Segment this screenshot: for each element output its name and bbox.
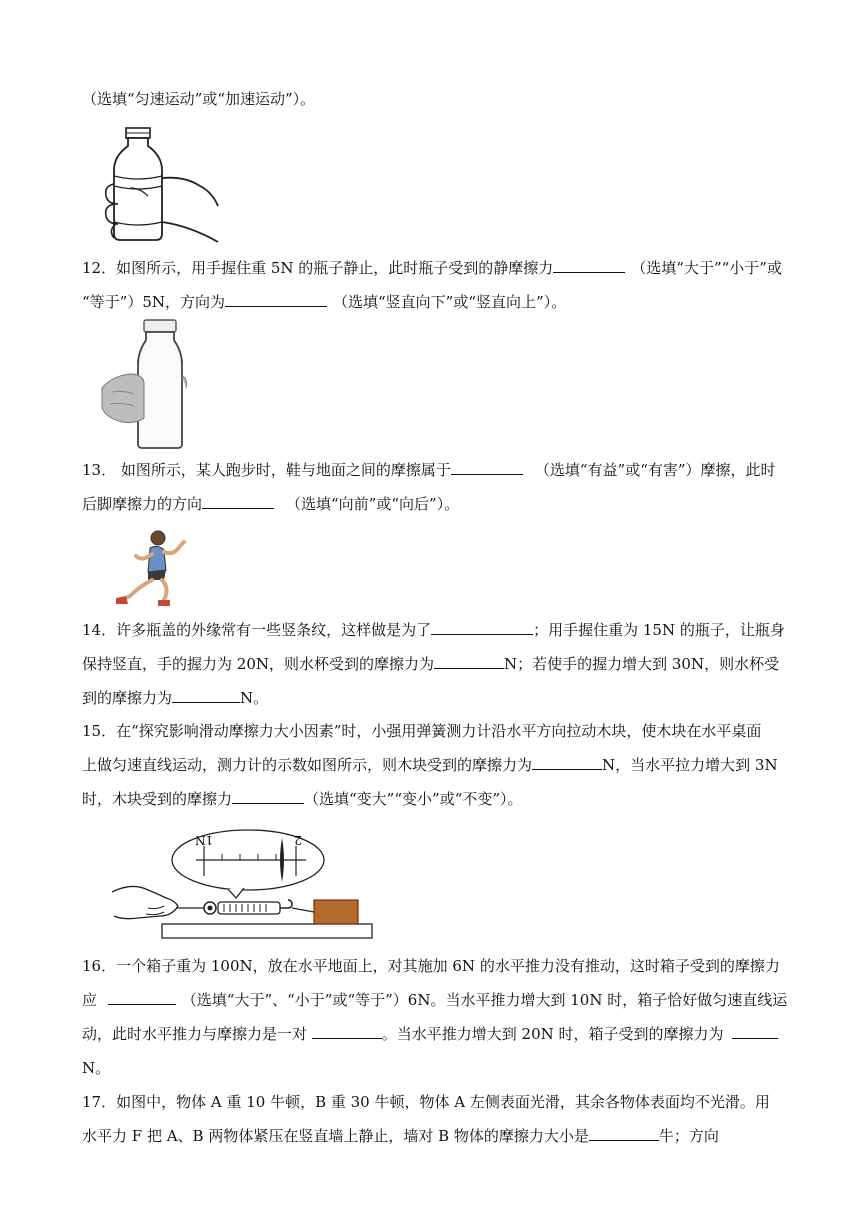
answer-blank-q15-1[interactable] (532, 755, 602, 770)
q14-line-1 (82, 620, 785, 640)
bottle-in-hand-figure (100, 126, 225, 244)
q15-text-2a: 上做匀速直线运动，测力计的示数如图所示，则木块受到的摩擦力为 (82, 756, 533, 774)
answer-blank-q13-2[interactable] (202, 494, 274, 509)
q13-line-2 (82, 494, 459, 514)
q14-text-1a: 14．许多瓶盖的外缘常有一些竖条纹，这样做是为了 (82, 621, 432, 639)
q13-line-1 (82, 460, 776, 480)
answer-blank-q13-1[interactable] (451, 460, 523, 475)
q12-text-1a: 12．如图所示，用手握住重 5N 的瓶子静止，此时瓶子受到的静摩擦力 (82, 259, 554, 277)
q16-line-4: N。 (82, 1059, 111, 1077)
q12-text-2b: （选填“竖直向下”或“竖直向上”）。 (333, 293, 567, 311)
q14-line-2 (82, 654, 779, 674)
q14-text-2a: 保持竖直，手的握力为 20N，则水杯受到的摩擦力为 (82, 655, 434, 673)
q17-line-2 (82, 1126, 719, 1146)
q15-text-3a: 时，木块受到的摩擦力 (82, 790, 233, 808)
q13-text-1a: 13． 如图所示，某人跑步时，鞋与地面之间的摩擦属于 (82, 461, 451, 479)
q17-text-2b: 牛；方向 (658, 1127, 719, 1145)
scale-label-right: 2 (294, 833, 302, 847)
q15-line-2 (82, 755, 778, 775)
q15-line-3 (82, 789, 523, 809)
answer-blank-q15-2[interactable] (232, 789, 304, 804)
answer-blank-q16-3[interactable] (732, 1024, 778, 1039)
q14-text-3b: N。 (240, 689, 269, 707)
q16-line-3 (82, 1024, 778, 1044)
q12-text-2a: “等于”）5N，方向为 (82, 293, 226, 311)
q14-text-3a: 到的摩擦力为 (82, 689, 173, 707)
q13-text-1b: （选填“有益”或“有害”）摩擦，此时 (534, 461, 776, 479)
q16-line-1: 16．一个箱子重为 100N，放在水平地面上，对其施加 6N 的水平推力没有推动，这时箱子受到的摩擦力 (82, 957, 780, 975)
answer-blank-q14-1[interactable] (431, 620, 533, 635)
q13-text-2a: 后脚摩擦力的方向 (82, 495, 203, 513)
q17-line-1: 17．如图中，物体 A 重 10 牛顿，B 重 30 牛顿，物体 A 左侧表面光滑，其余各物体表面均不光滑。用 (82, 1093, 770, 1111)
spring-scale-figure (112, 826, 378, 944)
q14-line-3 (82, 688, 268, 708)
q12-line-2 (82, 292, 566, 312)
q13-text-2b: （选填“向前”或“向后”）。 (286, 495, 460, 513)
q15-line-1: 15．在“探究影响滑动摩擦力大小因素”时，小强用弹簧测力计沿水平方向拉动木块，使木块在水平桌面 (82, 722, 762, 740)
q16-text-3a: 动，此时水平推力与摩擦力是一对 (82, 1025, 312, 1043)
q16-text-2b: （选填“大于”、“小于”或“等于”）6N。当水平推力增大到 10N 时，箱子恰好做匀速直线运 (181, 991, 788, 1009)
q15-text-2b: N，当水平拉力增大到 3N (602, 756, 778, 774)
answer-blank-q17-1[interactable] (589, 1126, 659, 1141)
q14-text-2b: N；若使手的握力增大到 30N，则水杯受 (503, 655, 780, 673)
answer-blank-q12-2[interactable] (225, 292, 327, 307)
q16-text-2a: 应 (82, 991, 102, 1009)
answer-blank-q16-1[interactable] (108, 990, 176, 1005)
q11-tail: （选填“匀速运动”或“加速运动”）。 (82, 90, 316, 108)
answer-blank-q14-2[interactable] (434, 654, 504, 669)
scale-label-left: 1N (194, 833, 214, 847)
q15-text-3b: （选填“变大”“变小”或“不变”）。 (304, 790, 523, 808)
q16-text-3b: 。当水平推力增大到 20N 时，箱子受到的摩擦力为 (381, 1025, 729, 1043)
q16-line-2 (82, 990, 787, 1010)
q12-line-1 (82, 258, 782, 278)
milk-bottle-figure (98, 318, 190, 452)
q12-text-1b: （选填“大于”“小于”或 (631, 259, 782, 277)
answer-blank-q12-1[interactable] (553, 258, 625, 273)
answer-blank-q14-3[interactable] (172, 688, 240, 703)
answer-blank-q16-2[interactable] (312, 1024, 382, 1039)
running-man-figure (112, 526, 192, 608)
q17-text-2a: 水平力 F 把 A、B 两物体紧压在竖直墙上静止，墙对 B 物体的摩擦力大小是 (82, 1127, 589, 1145)
q14-text-1b: ；用手握住重为 15N 的瓶子，让瓶身 (533, 621, 785, 639)
